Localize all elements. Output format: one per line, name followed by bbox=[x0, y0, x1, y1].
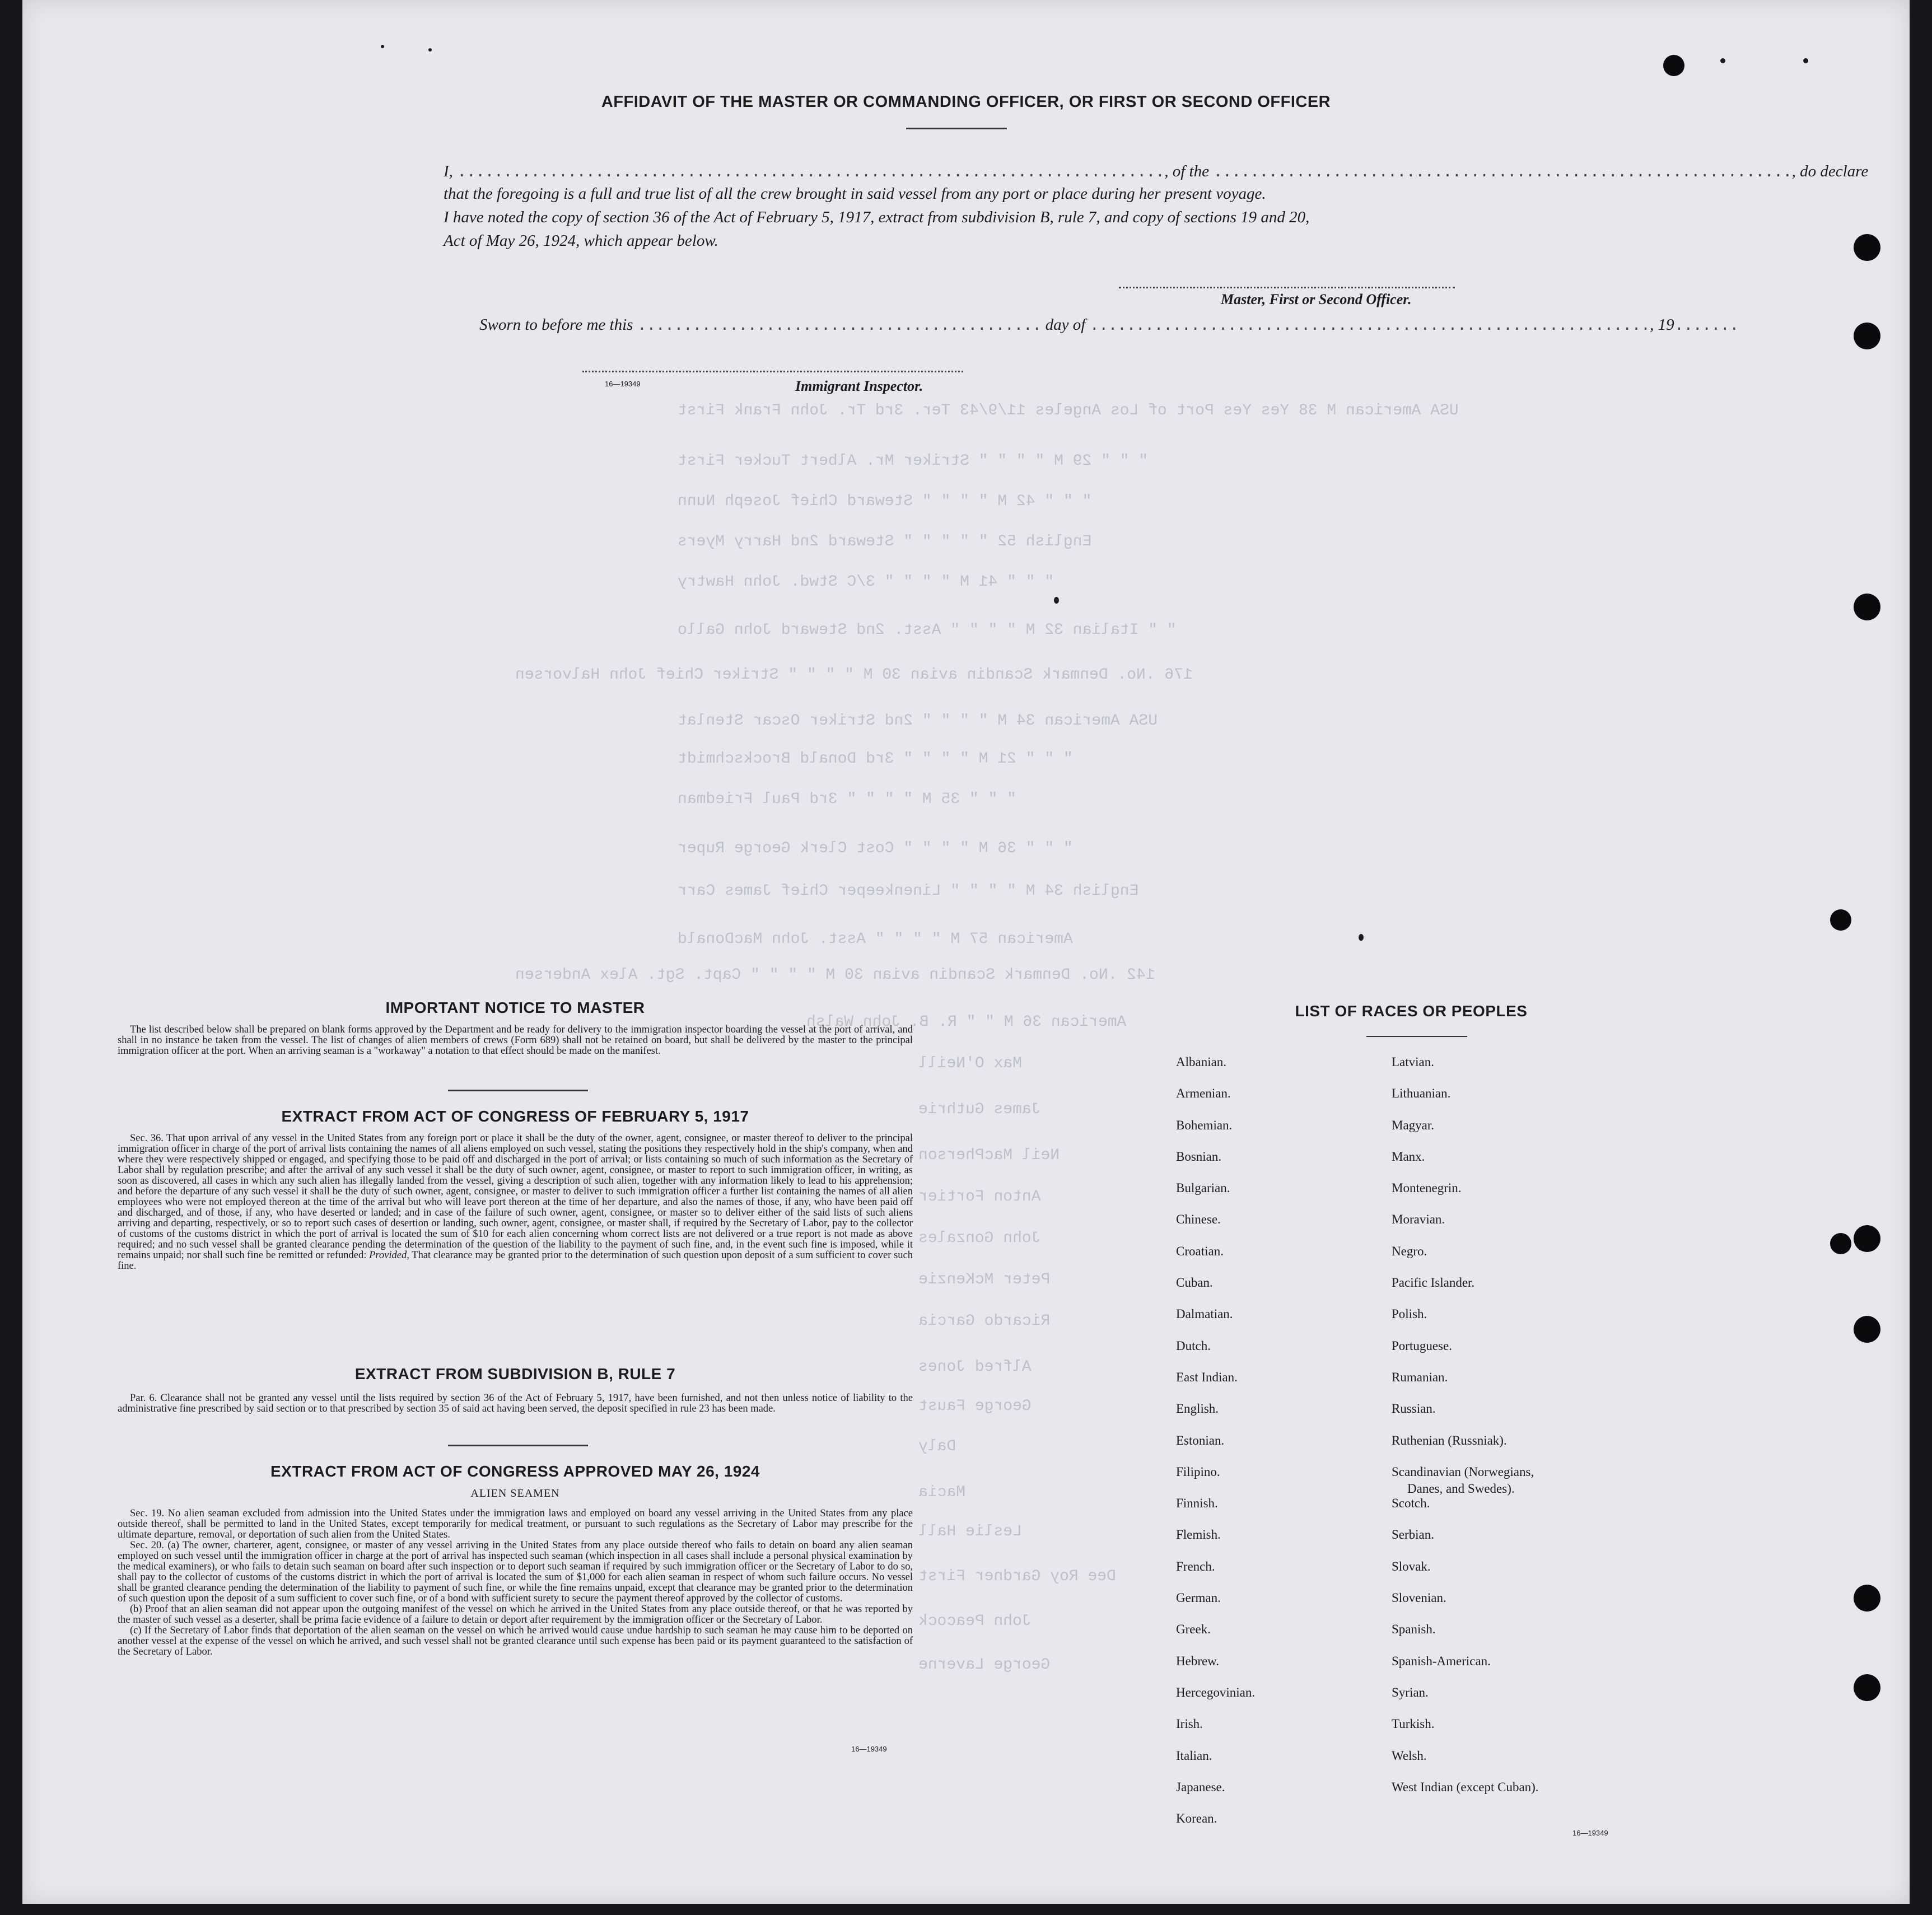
race-item: Welsh. bbox=[1392, 1748, 1427, 1763]
declaration-do-declare: , do declare bbox=[1791, 162, 1869, 180]
declaration-of-the: , of the bbox=[1164, 162, 1209, 180]
race-item: Finnish. bbox=[1176, 1496, 1218, 1511]
extract-1924-sec20b: (b) Proof that an alien seaman did not appear upon the outgoing manifest of the vessel on which he arrived in the United States from any place outside thereof, or that he was reported by the master of such vessel as a deserter, shall be prima facie evidence of a failure to detain or deport after requirement by the immigration officer or the Secretary of Labor. bbox=[118, 1604, 913, 1626]
race-item: Ruthenian (Russniak). bbox=[1392, 1433, 1507, 1447]
race-item: Pacific Islander. bbox=[1392, 1276, 1475, 1290]
sworn-line bbox=[479, 314, 1739, 337]
punch-hole bbox=[1854, 1674, 1880, 1701]
race-item-continuation: Danes, and Swedes). bbox=[1407, 1481, 1515, 1496]
officer-signature-label: Master, First or Second Officer. bbox=[1221, 291, 1412, 307]
race-item: Portuguese. bbox=[1392, 1338, 1452, 1353]
declaration-line-4: Act of May 26, 1924, which appear below. bbox=[444, 232, 718, 250]
sworn-year-blank: ....... bbox=[1674, 316, 1739, 335]
race-item: Estonian. bbox=[1176, 1433, 1225, 1447]
race-item: Croatian. bbox=[1176, 1244, 1224, 1258]
extract-rule7-text: Par. 6. Clearance shall not be granted any vessel until the lists required by section 36 of the Act of February 5, 1917, have been furnished, and not then unless notice of liability to the administrative fine prescribed by said section or to that prescribed by section 35 of said act having been served, the deposit specified in rule 23 has been made. bbox=[118, 1393, 913, 1414]
declaration-line-2: that the foregoing is a full and true list of all the crew brought in said vessel from any port or place during her present voyage. bbox=[444, 185, 1266, 203]
race-item: East Indian. bbox=[1176, 1370, 1238, 1384]
race-item: Hercegovinian. bbox=[1176, 1685, 1256, 1699]
race-item: Cuban. bbox=[1176, 1276, 1213, 1290]
punch-hole bbox=[1854, 1585, 1880, 1612]
extract-1924-sec19: Sec. 19. No alien seaman excluded from admission into the United States under the immigration laws and employed on board any vessel arriving in the United States from any place outside thereof, shall be permitted to land in the United States, except temporarily for medical treatment, or pursuant to such regulations as the Secretary of Labor may prescribe for the ultimate departure, removal, or deportation of such alien from the United States. bbox=[118, 1508, 913, 1540]
extract-1924-sec20a: Sec. 20. (a) The owner, charterer, agent, consignee, or master of any vessel arriving in the United States from any place outside thereof who fails to detain on board any alien seaman employed on such vessel until the immigration officer in charge at the port of arrival has inspected such seaman (which inspection in all cases shall include a personal physical examination by the medical examiners), or who fails to detain such seaman on board after such inspection or to deport such seaman if required by such immigration officer or the Secretary of Labor to do so, shall pay to the collector of customs of the customs district in which the port of arrival is located the sum of $1,000 for each alien seaman in respect of whom such failure occurs. No vessel shall be granted clearance pending the determination of the liability to payment of such fine, or while the fine remains unpaid, except that clearance may be granted prior to the determination of such question upon the deposit of a sum sufficient to cover such fine, or of a bond with sufficient surety to secure the payment thereof approved by the collector of customs. bbox=[118, 1540, 913, 1604]
extract-1917-section: Sec. 36. bbox=[130, 1133, 164, 1144]
extract-1924-subheading: ALIEN SEAMEN bbox=[470, 1487, 560, 1500]
sworn-year-prefix: , 19 bbox=[1650, 316, 1674, 334]
race-item: Spanish. bbox=[1392, 1622, 1436, 1637]
race-item: Korean. bbox=[1176, 1811, 1217, 1826]
race-item: Serbian. bbox=[1392, 1528, 1435, 1542]
sworn-month-blank: ............................................................. bbox=[1089, 316, 1650, 335]
race-item: Flemish. bbox=[1176, 1528, 1221, 1542]
race-item: Moravian. bbox=[1392, 1212, 1445, 1227]
race-item: Bulgarian. bbox=[1176, 1181, 1230, 1195]
race-item: Bohemian. bbox=[1176, 1118, 1233, 1132]
extract-1924-body bbox=[118, 1508, 913, 1657]
declaration-i: I, bbox=[444, 162, 453, 180]
race-item bbox=[1392, 1464, 1539, 1495]
race-item: Magyar. bbox=[1392, 1118, 1435, 1132]
races-column-1 bbox=[1176, 1054, 1255, 1842]
race-item: Japanese. bbox=[1176, 1779, 1225, 1794]
race-item: Italian. bbox=[1176, 1748, 1212, 1763]
punch-hole bbox=[1830, 1233, 1851, 1254]
race-item: Greek. bbox=[1176, 1622, 1211, 1637]
form-title: AFFIDAVIT OF THE MASTER OR COMMANDING OFFICER, OR FIRST OR SECOND OFFICER bbox=[601, 93, 1331, 111]
extract-rule7-body bbox=[118, 1393, 913, 1414]
race-item: Spanish-American. bbox=[1392, 1654, 1491, 1668]
form-number-top: 16—19349 bbox=[605, 380, 641, 388]
race-item: West Indian (except Cuban). bbox=[1392, 1779, 1539, 1794]
race-item: French. bbox=[1176, 1559, 1215, 1573]
inspector-label: Immigrant Inspector. bbox=[795, 378, 923, 394]
race-item: Slovak. bbox=[1392, 1559, 1431, 1573]
races-heading-underline bbox=[1366, 1036, 1467, 1037]
punch-hole bbox=[1854, 1316, 1880, 1343]
form-number-bottom-left: 16—19349 bbox=[851, 1745, 887, 1753]
title-underline bbox=[906, 128, 1007, 129]
notice-body bbox=[118, 1025, 913, 1057]
race-item: Syrian. bbox=[1392, 1685, 1429, 1699]
race-item: English. bbox=[1176, 1402, 1219, 1416]
vessel-blank: ............................................................... bbox=[1213, 163, 1792, 181]
punch-hole bbox=[1854, 594, 1880, 620]
race-item: Montenegrin. bbox=[1392, 1181, 1462, 1195]
document-page: USA American M 38 Yes Yes Port of Los Angeles 11/9/43 Ter. 3rd Tr. John Frank First " " " 29 M " " " " Striker Mr. Albert Tucker First " " " 42 M " " " " Steward Chief Joseph Nunn English 52 " " " " " Steward 2nd Harry Myers " " " 41 M " " " " 3/C Stwd. John Hawtry " " Italian 32 M " " " " Asst. 2nd Steward John Gallo 176 .No. Denmark Scandin avian 30 M " " " " Striker Chief John Halvorsen USA American 34 M " " " " 2nd Striker Oscar Stenlat " " " 21 M " " " " 3rd Donald Brockschmidt " " " 35 M " " " " 3rd Paul Friedman " " " 36 M " " " " Cost Clerk George Ruper English 34 M " " " " Linenkeeper Chief James Carr American 57 M " " " " Asst. John MacDonald 142 .No. Denmark Scandin avian 30 M " " " " Capt. Sgt. Alex Andersen American 36 M " " R. B. John Walsh Max O'Neill James Guthrie Neil MacPherson Anton Fortier John Gonzales Peter McKenzie Ricardo Garcia Alfred Jones George Faust Daly Macia Leslie Hall Dee Roy Gardner First John Peacock George Laverne AFFIDAVIT OF THE MASTER OR COMMANDING OFFICER, OR FIRST OR SECOND OFFICER I, ............................................................................., of the ..............................................................., do declare that the foregoing is a full and true list of all the crew brought in said vessel from any port or place during her present voyage. I have noted the copy of section 36 of the Act of February 5, 1917, extract from subdivision B, rule 7, and copy of sections 19 and 20, Act of May 26, 1924, which appear below. Master, First or Second Officer. Sworn to before me this ............................................ day of ............................................................., 19....... 16—19349 Immigrant Inspector. IMPORTANT NOTICE TO MASTER The list described below shall be prepared on blank forms approved by the Department and be ready for delivery to the immigration inspector boarding the vessel at the port of arrival, and shall in no instance be taken from the vessel. The list of changes of alien members of crews (Form 689) shall not be retained on board, but shall be delivered by the master to the principal immigration officer at the port. When an arriving seaman is a "workaway" a notation to that effect should be made on the manifest. EXTRACT FROM ACT OF CONGRESS OF FEBRUARY 5, 1917 Sec. 36. That upon arrival of any vessel in the United States from any foreign port or place it shall be the duty of the owner, agent, consignee, or master thereof to deliver to the principal immigration officer in charge of the port of arrival lists containing the names of all aliens employed on such vessel, stating the positions they respectively hold in the ship's company, when and where they were respectively shipped or engaged, and specifying those to be paid off and discharged in the port of arrival; or lists containing so much of such information as the Secretary of Labor shall by regulation prescribe; and after the arrival of any such vessel it shall be the duty of such owner, agent, consignee, or master to report to such immigration officer, in writing, as soon as discovered, all cases in which any such alien has illegally landed from the vessel, giving a description of such alien, together with any information likely to lead to his apprehension; and before the departure of any such vessel it shall be the duty of such owner, agent, consignee, or master to deliver to such immigration officer a further list containing the names of all alien employees who were not employed thereon at the time of the arrival but who will leave port thereon at the time of her departure, and also the names of those, if any, who have been paid off and discharged, and of those, if any, who have deserted or landed; and in case of the failure of such owner, agent, consignee, or master so to deliver either of the said lists of such aliens arriving and departing, respectively, or so to report such cases of desertion or landing, such owner, agent, consignee, or master shall, if required by the Secretary of Labor, pay to the collector of customs of the customs district in which the port of arrival is located the sum of $10 for each alien concerning whom correct lists are not delivered or a true report is not made as above required; and no such vessel shall be granted clearance pending the determination of the question of the liability to the payment of such fine, and, in the event such fine is imposed, while it remains unpaid; nor shall such fine be remitted or refunded: Provided, That clearance may be granted prior to the determination of such question upon deposit of a sum sufficient to cover such fine. EXTRACT FROM SUBDIVISION B, RULE 7 Par. 6. Clearance shall not be granted any vessel until the lists required by section 36 of the Act of February 5, 1917, have been furnished, and not then unless notice of liability to the administrative fine prescribed by said section or to that prescribed by section 35 of said act having been served, the deposit specified in rule 23 has been made. EXTRACT FROM ACT OF CONGRESS APPROVED MAY 26, 1924 ALIEN SEAMEN Sec. 19. No alien seaman excluded from admission into the United States under the immigration laws and employed on board any vessel arriving in the United States from any place outside thereof, shall be permitted to land in the United States, except temporarily for medical treatment, or pursuant to such regulations as the Secretary of Labor may prescribe for the ultimate departure, removal, or deportation of such alien from the United States. Sec. 20. (a) The owner, charterer, agent, consignee, or master of any vessel arriving in the United States from any place outside thereof who fails to detain on board any alien seaman employed on such vessel until the immigration officer in charge at the port of arrival has inspected such seaman (which inspection in all cases shall include a personal physical examination by the medical examiners), or who fails to detain such seaman on board after such inspection or to deport such seaman if required by such immigration officer or the Secretary of Labor to do so, shall pay to the collector of customs of the customs district in which the port of arrival is located the sum of $1,000 for each alien seaman in respect of whom such failure occurs. No vessel shall be granted clearance pending the determination of the liability to payment of such fine, or while the fine remains unpaid, except that clearance may be granted prior to the determination of such question upon the deposit of a sum sufficient to cover such fine, or of a bond with sufficient surety to secure the payment thereof approved by the collector of customs. (b) Proof that an alien seaman did not appear upon the outgoing manifest of the vessel on which he arrived in the United States from any place outside thereof, or that he was reported by the master of such vessel as a deserter, shall be prima facie evidence of a failure to detain or deport after requirement by the immigration officer or the Secretary of Labor. (c) If the Secretary of Labor finds that deportation of the alien seaman on the vessel on which he arrived would cause undue hardship to such seaman he may cause him to be deported on another vessel at the expense of the vessel on which he arrived, and such vessel shall not be granted clearance until such expense has been paid or its payment guaranteed to the satisfaction of the Secretary of Labor. 16—19349 LIST OF RACES OR PEOPLES Albanian. Armenian. Bohemian. Bosnian. Bulgarian. Chinese. Croatian. Cuban. Dalmatian. Dutch. East Indian. English. Estonian. Filipino. Finnish. Flemish. French. German. Greek. Hebrew. Hercegovinian. Irish. Italian. Japanese. Korean. Latvian. Lithuanian. Magyar. Manx. Montenegrin. Moravian. Negro. Pacific Islander. Polish. Portuguese. Rumanian. Russian. Ruthenian (Russniak). Scandinavian (Norwegians, Danes, and Swedes). Scotch. Serbian. Slovak. Slovenian. Spanish. Spanish-American. Syrian. Turkish. Welsh. West Indian (except Cuban). 16—19349 bbox=[22, 0, 1910, 1904]
race-item: Polish. bbox=[1392, 1307, 1427, 1321]
race-item: Dutch. bbox=[1176, 1338, 1211, 1353]
race-item: German. bbox=[1176, 1591, 1221, 1605]
race-item: Armenian. bbox=[1176, 1086, 1231, 1101]
race-item: Rumanian. bbox=[1392, 1370, 1448, 1384]
race-item: Slovenian. bbox=[1392, 1591, 1446, 1605]
punch-hole bbox=[1854, 1225, 1880, 1252]
extract-1917-heading: EXTRACT FROM ACT OF CONGRESS OF FEBRUARY 5, 1917 bbox=[281, 1108, 749, 1125]
race-item: Dalmatian. bbox=[1176, 1307, 1233, 1321]
race-item: Scotch. bbox=[1392, 1496, 1430, 1511]
name-blank: ............................................................................. bbox=[457, 163, 1165, 181]
form-number-bottom-right: 16—19349 bbox=[1572, 1829, 1608, 1837]
section-divider bbox=[448, 1445, 588, 1446]
inspector-signature-line bbox=[582, 371, 963, 372]
punch-hole bbox=[1854, 234, 1880, 261]
races-heading: LIST OF RACES OR PEOPLES bbox=[1295, 1002, 1528, 1020]
race-item: Latvian. bbox=[1392, 1055, 1434, 1069]
sworn-day-blank: ............................................ bbox=[637, 316, 1042, 335]
race-item: Turkish. bbox=[1392, 1717, 1435, 1731]
notice-heading: IMPORTANT NOTICE TO MASTER bbox=[385, 999, 645, 1016]
race-item-text: Scandinavian (Norwegians, bbox=[1392, 1464, 1534, 1479]
extract-1917-body bbox=[118, 1133, 913, 1272]
race-item: Negro. bbox=[1392, 1244, 1427, 1258]
race-item: Chinese. bbox=[1176, 1212, 1221, 1227]
race-item: Bosnian. bbox=[1176, 1149, 1222, 1164]
race-item: Hebrew. bbox=[1176, 1654, 1220, 1668]
race-item: Russian. bbox=[1392, 1402, 1436, 1416]
sworn-prefix: Sworn to before me this bbox=[479, 316, 633, 334]
extract-1924-sec20c: (c) If the Secretary of Labor finds that deportation of the alien seaman on the vessel on which he arrived would cause undue hardship to such seaman he may cause him to be deported on another vessel at the expense of the vessel on which he arrived, and such vessel shall not be granted clearance until such expense has been paid or its payment guaranteed to the satisfaction of the Secretary of Labor. bbox=[118, 1625, 913, 1657]
race-item: Filipino. bbox=[1176, 1464, 1220, 1479]
extract-1917-provided: Provided, bbox=[369, 1250, 409, 1261]
sworn-day-of: day of bbox=[1045, 316, 1086, 334]
races-column-2 bbox=[1392, 1054, 1539, 1810]
race-item: Albanian. bbox=[1176, 1055, 1227, 1069]
race-item: Lithuanian. bbox=[1392, 1086, 1451, 1101]
extract-rule7-heading: EXTRACT FROM SUBDIVISION B, RULE 7 bbox=[354, 1365, 676, 1382]
race-item: Manx. bbox=[1392, 1149, 1425, 1164]
punch-hole bbox=[1854, 323, 1880, 349]
extract-1924-heading: EXTRACT FROM ACT OF CONGRESS APPROVED MAY 26, 1924 bbox=[270, 1463, 760, 1480]
punch-hole bbox=[1663, 55, 1684, 76]
notice-body-text: The list described below shall be prepared on blank forms approved by the Department and be ready for delivery to the immigration inspector boarding the vessel at the port of arrival, and shall in no instance be taken from the vessel. The list of changes of alien members of crews (Form 689) shall not be retained on board, but shall be delivered by the master to the principal immigration officer at the port. When an arriving seaman is a "workaway" a notation to that effect should be made on the manifest. bbox=[118, 1024, 913, 1057]
race-item: Irish. bbox=[1176, 1717, 1203, 1731]
declaration-line-3: I have noted the copy of section 36 of the Act of February 5, 1917, extract from subdivision B, rule 7, and copy of sections 19 and 20, bbox=[444, 208, 1310, 226]
extract-1917-text-a: That upon arrival of any vessel in the United States from any foreign port or place it shall be the duty of the owner, agent, consignee, or master thereof to deliver to the principal immigration officer in charge of the port of arrival lists containing the names of all aliens employed on such vessel, stating the positions they respectively hold in the ship's company, when and where they were respectively shipped or engaged, and specifying those to be paid off and discharged in the port of arrival; or lists containing so much of such information as the Secretary of Labor shall by regulation prescribe; and after the arrival of any such vessel it shall be the duty of such owner, agent, consignee, or master to report to such immigration officer, in writing, as soon as discovered, all cases in which any such alien has illegally landed from the vessel, giving a description of such alien, together with any information likely to lead to his apprehension; and before the departure of any such vessel it shall be the duty of such owner, agent, consignee, or master to deliver to such immigration officer a further list containing the names of all alien employees who were not employed thereon at the time of the arrival but who will leave port thereon at the time of her departure, and also the names of those, if any, who have been paid off and discharged, and of those, if any, who have deserted or landed; and in case of the failure of such owner, agent, consignee, or master so to deliver either of the said lists of such aliens arriving and departing, respectively, or so to report such cases of desertion or landing, such owner, agent, consignee, or master shall, if required by the Secretary of Labor, pay to the collector of customs of the customs district in which the port of arrival is located the sum of $10 for each alien concerning whom correct lists are not delivered or a true report is not made as above required; and no such vessel shall be granted clearance pending the determination of the question of the liability to the payment of such fine, and, in the event such fine is imposed, while it remains unpaid; nor shall such fine be remitted or refunded: bbox=[118, 1133, 913, 1261]
punch-hole bbox=[1830, 909, 1851, 931]
section-divider bbox=[448, 1090, 588, 1091]
extract-1917-text-b: That clearance may be granted prior to the determination of such question upon deposit of a sum sufficient to cover such fine. bbox=[118, 1250, 913, 1272]
